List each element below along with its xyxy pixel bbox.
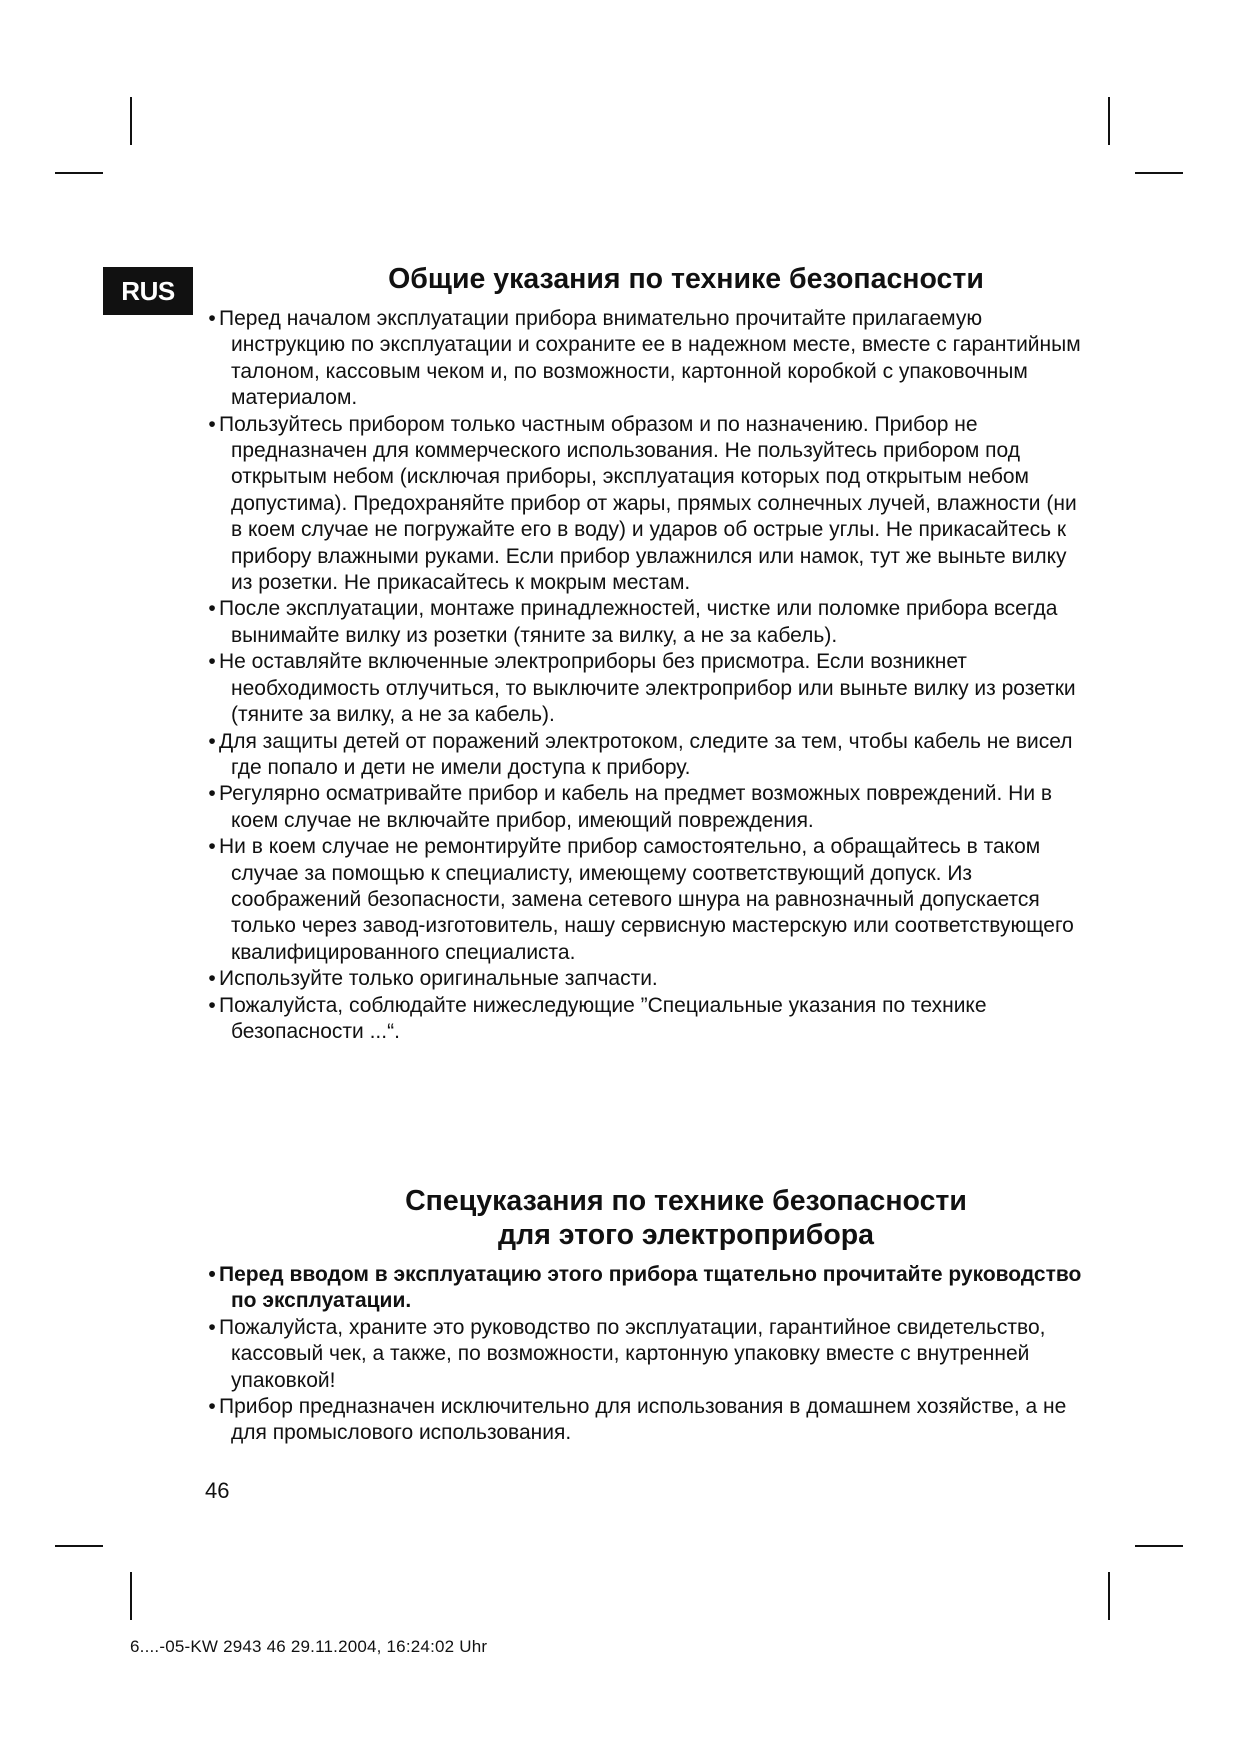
list-item-text: Пользуйтесь прибором только частным образом и по назначению. Прибор не предназначен для коммерческого использования. Не пользуйтесь прибором под открытым небом (исключая приборы, эксплуатация которых под открытым небом допустима). Предохраняйте прибор от жары, прямых солнечных лучей, влажности (ни в коем случае не погружайте его в воду) и ударов об острые углы. Не прикасайтесь к прибору влажными руками. Если прибор увлажнился или намок, тут же выньте вилку из розетки. Не прикасайтесь к мокрым местам. <box>219 412 1077 595</box>
crop-mark-bottom-right-horizontal <box>1135 1545 1183 1547</box>
list-item <box>205 306 1085 412</box>
list-item <box>205 1394 1085 1447</box>
special-safety-heading-line-1: Спецуказания по технике безопасности <box>405 1185 967 1217</box>
bullet-icon: • <box>208 782 216 806</box>
bullet-icon: • <box>208 650 216 674</box>
bullet-icon: • <box>208 307 216 330</box>
special-safety-heading-line-2: для этого электроприбора <box>498 1219 874 1251</box>
list-item <box>205 834 1085 966</box>
list-item-text: Прибор предназначен исключительно для использования в домашнем хозяйстве, а не для промыслового использования. <box>219 1395 1067 1445</box>
bullet-icon: • <box>208 729 216 753</box>
crop-mark-top-left-horizontal <box>55 172 103 174</box>
list-item <box>205 781 1085 834</box>
bullet-icon: • <box>208 597 216 621</box>
list-item <box>205 966 1085 992</box>
list-item-text: Перед началом эксплуатации прибора внимательно прочитайте прилагаемую инструкцию по эксплуатации и сохраните ее в надежном месте, вместе с гарантийным талоном, кассовым чеком и, по возможности, картонной коробкой с упаковочным материалом. <box>219 307 1081 410</box>
list-item <box>205 1262 1085 1315</box>
list-item-text: Пожалуйста, храните это руководство по эксплуатации, гарантийное свидетельство, кассовый чек, а также, по возможности, картонную упаковку вместе с внутренней упаковкой! <box>219 1315 1046 1392</box>
crop-mark-bottom-right-vertical <box>1108 1572 1110 1620</box>
bullet-icon: • <box>208 967 216 991</box>
bullet-icon: • <box>208 1263 216 1286</box>
language-tab: RUS <box>103 267 193 315</box>
print-footer: 6....-05-KW 2943 46 29.11.2004, 16:24:02 Uhr <box>130 1637 488 1656</box>
crop-mark-top-right-horizontal <box>1135 172 1183 174</box>
list-item <box>205 649 1085 728</box>
crop-mark-bottom-left-vertical <box>130 1572 132 1620</box>
bullet-icon: • <box>208 1315 216 1339</box>
list-item-text: Не оставляйте включенные электроприборы без присмотра. Если возникнет необходимость отлучиться, то выключите электроприбор или выньте вилку из розетки (тяните за вилку, а не за кабель). <box>219 650 1076 727</box>
page-number: 46 <box>205 1478 230 1503</box>
list-item <box>205 596 1085 649</box>
special-safety-list <box>205 1262 1085 1447</box>
bullet-icon: • <box>208 412 216 436</box>
list-item-text: Для защиты детей от поражений электротоком, следите за тем, чтобы кабель не висел где попало и дети не имели доступа к прибору. <box>219 729 1073 779</box>
list-item-text: Используйте только оригинальные запчасти. <box>219 967 658 991</box>
list-item-text: Регулярно осматривайте прибор и кабель на предмет возможных повреждений. Ни в коем случае не включайте прибор, имеющий повреждения. <box>219 782 1053 832</box>
list-item-text: Ни в коем случае не ремонтируйте прибор самостоятельно, а обращайтесь в таком случае за помощью к специалисту, имеющему соответствующий допуск. Из соображений безопасности, замена сетевого шнура на равнозначный допускается только через завод-изготовитель, нашу сервисную мастерскую или соответствующего квалифицированного специалиста. <box>219 835 1074 964</box>
list-item <box>205 993 1085 1046</box>
general-safety-list <box>205 306 1085 1045</box>
bullet-icon: • <box>208 993 216 1017</box>
list-item-text: После эксплуатации, монтаже принадлежностей, чистке или поломке прибора всегда вынимайте вилку из розетки (тяните за вилку, а не за кабель). <box>219 597 1058 647</box>
list-item <box>205 1315 1085 1394</box>
bullet-icon: • <box>208 1395 216 1419</box>
crop-mark-top-left-vertical <box>130 97 132 145</box>
list-item <box>205 729 1085 782</box>
list-item-text: Пожалуйста, соблюдайте нижеследующие ”Специальные указания по технике безопасности ...“. <box>219 993 987 1043</box>
crop-mark-bottom-left-horizontal <box>55 1545 103 1547</box>
section-heading-special-safety <box>205 1184 1167 1252</box>
crop-mark-top-right-vertical <box>1108 97 1110 145</box>
list-item-text: Перед вводом в эксплуатацию этого прибора тщательно прочитайте руководство по эксплуатации. <box>219 1263 1082 1313</box>
bullet-icon: • <box>208 835 216 859</box>
list-item <box>205 412 1085 597</box>
section-heading-general-safety: Общие указания по технике безопасности <box>388 263 984 295</box>
